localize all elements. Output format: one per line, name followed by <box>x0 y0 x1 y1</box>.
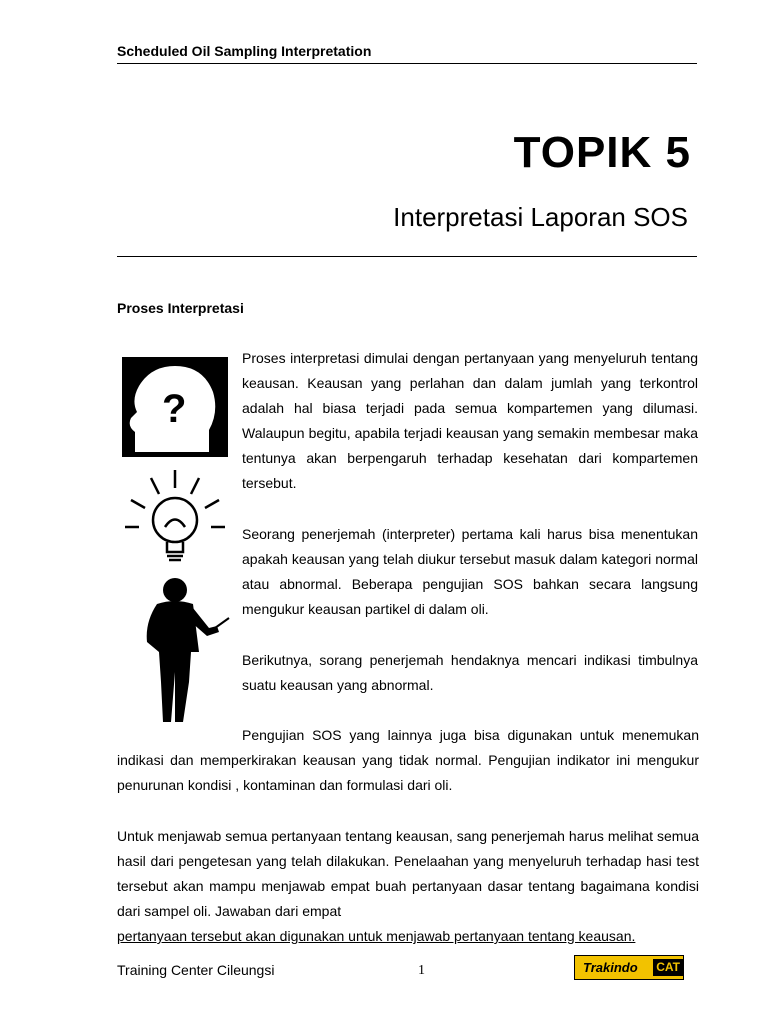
section-heading: Proses Interpretasi <box>117 300 244 316</box>
paragraph-5: Untuk menjawab semua pertanyaan tentang keausan, sang penerjemah harus melihat semua hasil dari pengetesan yang telah dilakukan. Penelaahan yang menyeluruh terhadap hasi test tersebut akan mampu menjawab empat buah pertanyaan dasar tentang bagaimana kondisi dari sampel oli. Jawaban dari empat <box>117 828 699 919</box>
paragraph-5-continued: pertanyaan tersebut akan digunakan untuk menjawab pertanyaan tentang keausan. <box>117 928 636 944</box>
page-number: 1 <box>418 963 425 978</box>
thinking-illustration <box>117 352 232 732</box>
logo-cat-badge: CAT <box>653 959 683 976</box>
trakindo-cat-logo <box>574 955 684 980</box>
title-divider <box>117 256 697 257</box>
paragraph-1: Proses interpretasi dimulai dengan pertanyaan yang menyeluruh tentang keausan. Keausan yang perlahan dan dalam jumlah yang terkontrol adalah hal biasa terjadi pada semua kompartemen yang dilumasi. Walaupun begitu, apabila terjadi keausan yang semakin membesar maka tentunya akan berpengaruh terhadap kesehatan dari kompartemen tersebut. <box>242 350 698 491</box>
logo-brand: Trakindo <box>583 960 638 975</box>
head-question-icon <box>122 357 228 457</box>
presenter-icon <box>147 578 229 722</box>
running-header: Scheduled Oil Sampling Interpretation <box>117 43 697 64</box>
topic-title: TOPIK 5 <box>513 128 691 177</box>
footer-training-center: Training Center Cileungsi <box>117 962 275 978</box>
paragraph-4: Pengujian SOS yang lainnya juga bisa digunakan untuk menemukan indikasi dan memperkirakan keausan yang tidak normal. Pengujian indikator ini mengukur penurunan kondisi , kontaminan dan formulasi dari oli. <box>117 727 699 793</box>
lightbulb-icon <box>125 470 225 560</box>
paragraph-2: Seorang penerjemah (interpreter) pertama kali harus bisa menentukan apakah keausan yang telah diukur tersebut masuk dalam kategori normal atau abnormal. Beberapa pengujian SOS bahkan secara langsung mengukur keausan partikel di dalam oli. <box>242 526 698 617</box>
question-mark: ? <box>162 387 187 431</box>
topic-subtitle: Interpretasi Laporan SOS <box>393 202 688 232</box>
paragraph-3: Berikutnya, sorang penerjemah hendaknya mencari indikasi timbulnya suatu keausan yang abnormal. <box>242 652 698 693</box>
